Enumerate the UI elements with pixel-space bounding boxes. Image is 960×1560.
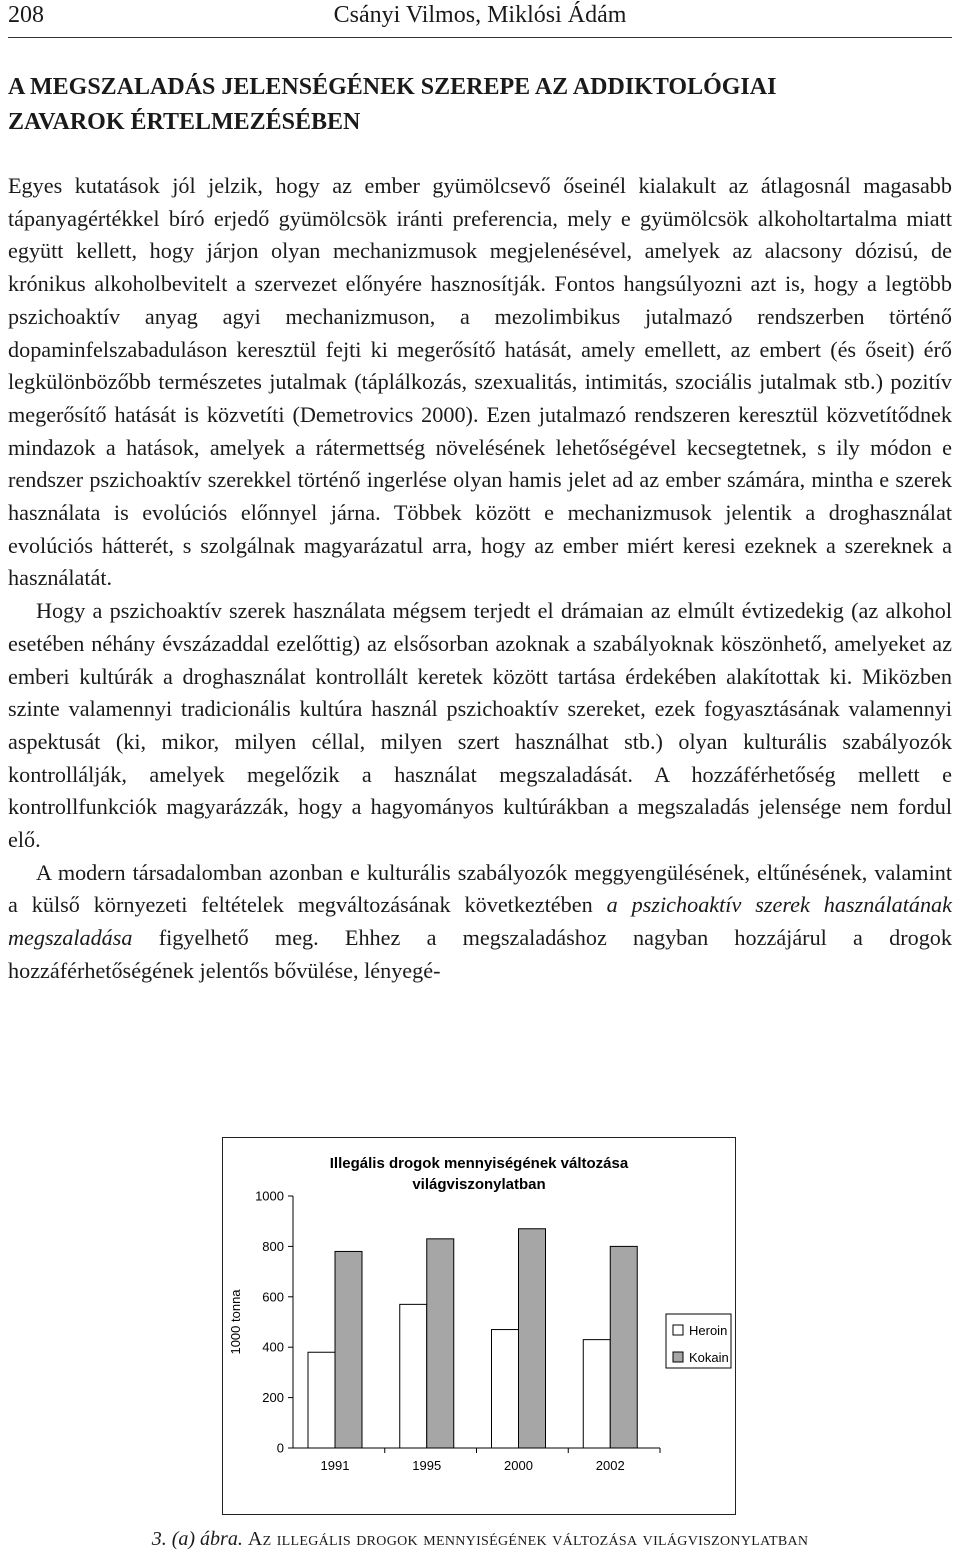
bar-heroin-1991 <box>308 1352 335 1448</box>
chart-title-line1: Illegális drogok mennyiségének változása <box>329 1155 629 1172</box>
y-tick-label: 400 <box>262 1339 284 1355</box>
bar-heroin-1995 <box>400 1304 427 1448</box>
body-text <box>8 170 952 988</box>
paragraph-3-end: figyelhető meg. Ehhez a megszaladáshoz nagyban hozzájárul a drogok hozzáférhetőségének jelentős bővülése, lényegé- <box>8 925 952 983</box>
bar-heroin-2002 <box>583 1340 610 1448</box>
page-number: 208 <box>8 2 44 28</box>
running-head: Csányi Vilmos, Miklósi Ádám <box>333 2 627 28</box>
legend-label-heroin: Heroin <box>689 1323 728 1338</box>
y-tick-label: 600 <box>262 1289 284 1305</box>
section-title-line2: ZAVAROK ÉRTELMEZÉSÉBEN <box>8 109 361 135</box>
bar-kokain-1995 <box>427 1239 454 1448</box>
legend-swatch-heroin <box>673 1325 683 1335</box>
legend-swatch-kokain <box>673 1352 683 1362</box>
x-tick-label: 1991 <box>320 1458 350 1473</box>
bar-chart <box>223 1138 735 1514</box>
caption-text: Az illegális drogok mennyiségének változása világviszonylatban <box>247 1528 809 1550</box>
section-title <box>8 70 952 140</box>
x-tick-label: 1995 <box>412 1458 442 1473</box>
page-header <box>8 0 952 38</box>
paragraph-3-emphasis: a pszichoaktív szerek használatának megszaladása <box>8 892 952 951</box>
caption-label: 3. (a) ábra. <box>151 1528 243 1550</box>
paragraph-2: Hogy a pszichoaktív szerek használata mégsem terjedt el drámaian az elmúlt évtizedekig (az alkohol esetében néhány évszázaddal ezelőttig) az elsősorban azoknak a szabályoknak köszönhető, amelyeket az emberi kultúrák a droghasználat kontrollált keretek között tartása érdekében alakítottak ki. Miközben szinte valamennyi tradicionális kultúra használ pszichoaktív szereket, ezek fogyasztásának valamennyi aspektusát (ki, mikor, milyen céllal, milyen szert használhat stb.) olyan kulturális szabályozók kontrollálják, amelyek megelőzik a használat megszaladását. A hozzáférhetőség mellett e kontrollfunkciók magyarázzák, hogy a hagyományos kultúrákban a megszaladás jelensége nem fordul elő. <box>8 598 952 853</box>
x-tick-label: 2002 <box>595 1458 625 1473</box>
bar-kokain-2000 <box>519 1229 546 1448</box>
bar-kokain-1991 <box>335 1251 362 1448</box>
paragraph-1: Egyes kutatások jól jelzik, hogy az ember gyümölcsevő őseinél kialakult az átlagosnál magasabb tápanyagértékkel bíró erjedő gyümölcsök iránti preferencia, mely e gyümölcsök alkoholtartalma miatt együtt kellett, hogy járjon olyan mechanizmusok megjelenésével, amelyek az alacsony dózisú, de krónikus alkoholbevitelt a szervezet előnyére hasznosítják. Fontos hangsúlyozni azt is, hogy a legtöbb pszichoaktív anyag agyi mechanizmuson, a mezolimbikus jutalmazó rendszerben történő dopaminfelszabaduláson keresztül fejti ki megerősítő hatását, amely emellett, az embert (és őseit) érő legkülönbözőbb természetes jutalmak (táplálkozás, szexualitás, intimitás, szociális jutalmak stb.) pozitív megerősítő hatását is közvetíti (Demetrovics 2000). Ezen jutalmazó rendszeren keresztül közvetítődnek mindazok a hatások, amelyek a rátermettség növelésének lehetőségével kecsegtetnek, s ily módon e rendszer pszichoaktív szerekkel történő ingerlése olyan hamis jelet ad az ember számára, mintha e szerek használata is evolúciós előnnyel járna. Többek között e mechanizmusok jelentik a droghasználat evolúciós hátterét, s szolgálnak magyarázatul arra, hogy az ember miért keresi ezeknek a szereknek a használatát. <box>8 173 952 591</box>
bar-kokain-2002 <box>610 1246 637 1448</box>
y-tick-label: 1000 <box>255 1188 284 1204</box>
paragraph-3-start: A modern társadalomban azonban e kulturális szabályozók meggyengülésének, eltűnésének, valamint a külső környezeti feltételek megváltozásának következtében <box>8 859 952 918</box>
figure-caption <box>0 1528 960 1551</box>
paragraph-3 <box>8 857 952 988</box>
legend-label-kokain: Kokain <box>689 1350 729 1365</box>
figure-chart <box>222 1137 736 1515</box>
y-axis-label: 1000 tonna <box>228 1289 243 1355</box>
section-title-line1: A MEGSZALADÁS JELENSÉGÉNEK SZEREPE AZ ADDIKTOLÓGIAI <box>8 74 777 100</box>
x-tick-label: 2000 <box>504 1458 533 1473</box>
chart-title-line2: világviszonylatban <box>412 1176 546 1193</box>
bar-heroin-2000 <box>492 1330 519 1448</box>
y-tick-label: 0 <box>276 1440 284 1456</box>
y-tick-label: 800 <box>262 1238 284 1254</box>
y-tick-label: 200 <box>262 1390 284 1406</box>
